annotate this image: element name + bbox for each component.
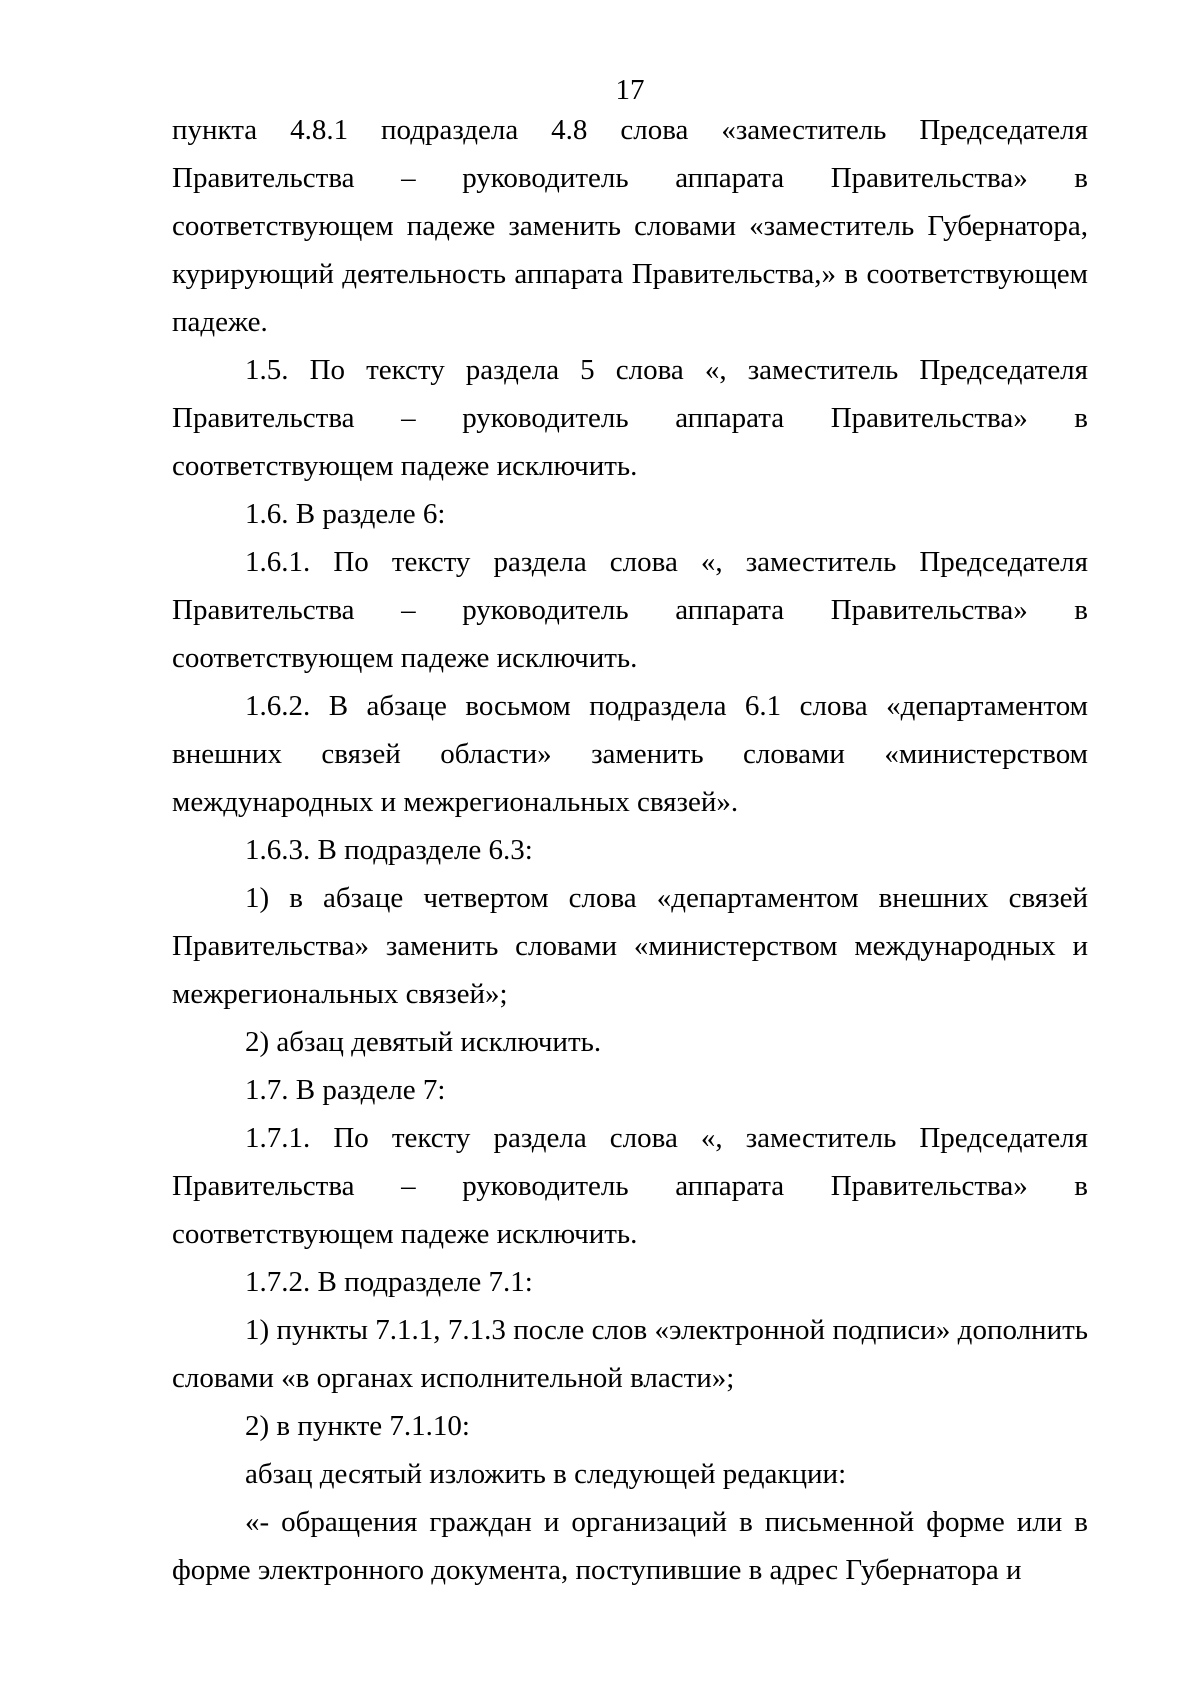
page-number: 17 [615,74,645,106]
document-body [172,106,1088,1594]
paragraph-1-7-2-item-1: 1) пункты 7.1.1, 7.1.3 после слов «электронной подписи» дополнить словами «в органах исполнительной власти»; [172,1314,1088,1394]
paragraph-quoted-text: «- обращения граждан и организаций в письменной форме или в форме электронного документа, поступившие в адрес Губернатора и [172,1506,1088,1586]
paragraph-abzac-10: абзац десятый изложить в следующей редакции: [245,1458,847,1490]
paragraph-1-7: 1.7. В разделе 7: [245,1074,446,1106]
paragraph-1-7-2-item-2: 2) в пункте 7.1.10: [245,1410,470,1442]
paragraph-1-7-1: 1.7.1. По тексту раздела слова «, заместитель Председателя Правительства – руководитель аппарата Правительства» в соответствующем падеже исключить. [172,1122,1088,1250]
paragraph-1-6-1: 1.6.1. По тексту раздела слова «, заместитель Председателя Правительства – руководитель аппарата Правительства» в соответствующем падеже исключить. [172,546,1088,674]
paragraph-1-5: 1.5. По тексту раздела 5 слова «, заместитель Председателя Правительства – руководитель аппарата Правительства» в соответствующем падеже исключить. [172,354,1088,482]
paragraph-1-6: 1.6. В разделе 6: [245,498,446,530]
paragraph-1-6-2: 1.6.2. В абзаце восьмом подраздела 6.1 слова «департаментом внешних связей области» заменить словами «министерством международных и межрегиональных связей». [172,690,1088,818]
paragraph-1-6-3: 1.6.3. В подразделе 6.3: [245,834,533,866]
paragraph-1-6-3-item-2: 2) абзац девятый исключить. [245,1026,602,1058]
paragraph-continuation: пункта 4.8.1 подраздела 4.8 слова «заместитель Председателя Правительства – руководитель аппарата Правительства» в соответствующем падеже заменить словами «заместитель Губернатора, курирующий деятельность аппарата Правительства,» в соответствующем падеже. [172,114,1088,338]
paragraph-1-6-3-item-1: 1) в абзаце четвертом слова «департаментом внешних связей Правительства» заменить словами «министерством международных и межрегиональных связей»; [172,882,1088,1010]
paragraph-1-7-2: 1.7.2. В подразделе 7.1: [245,1266,533,1298]
